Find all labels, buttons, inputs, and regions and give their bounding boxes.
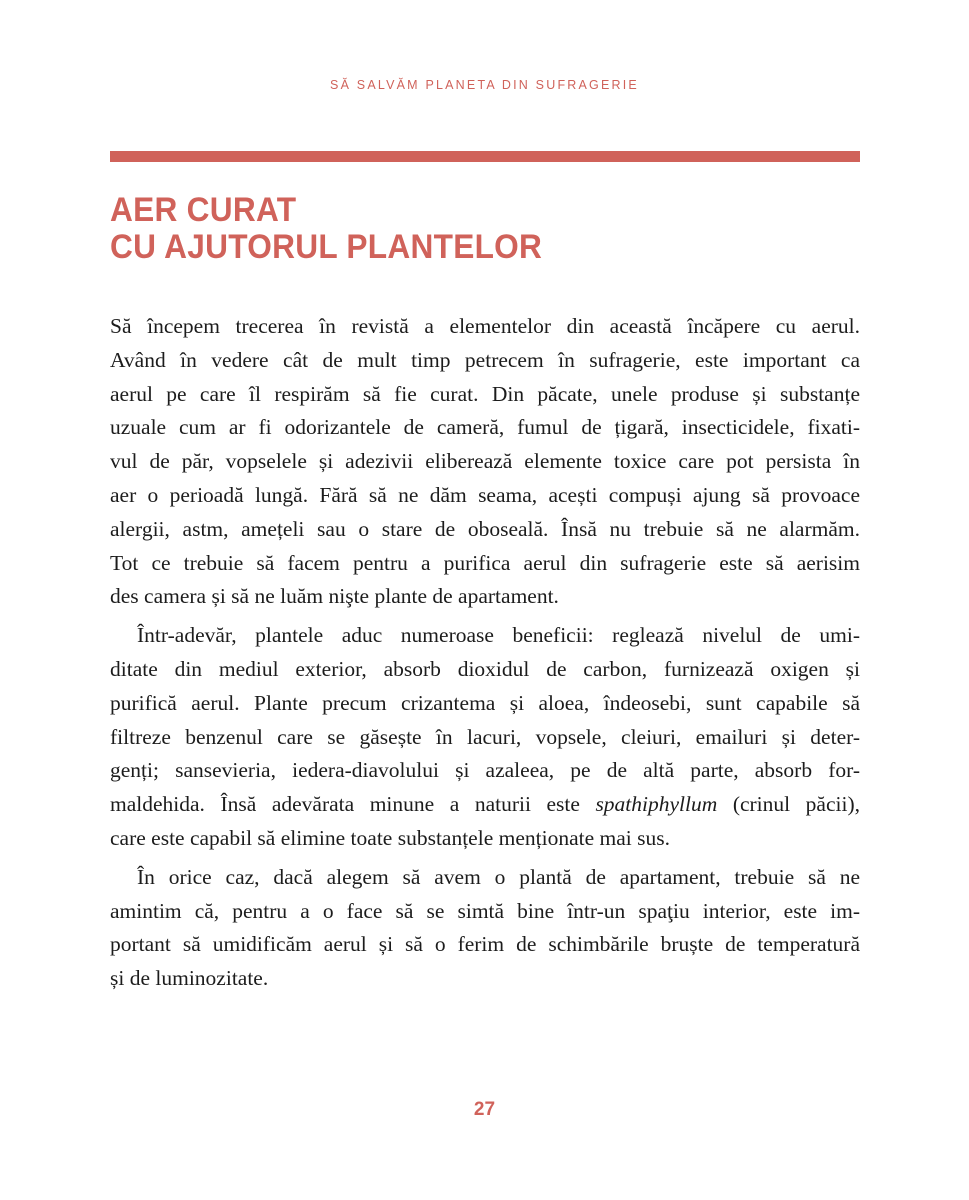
text-line: și de luminozitate. <box>110 966 269 991</box>
text-line: uzuale cum ar fi odorizantele de cameră, fumul de țigară, insecticidele, fixati- <box>110 415 860 440</box>
text-line-with-italic <box>110 788 860 822</box>
text-line: alergii, astm, amețeli sau o stare de oboseală. Însă nu trebuie să ne alarmăm. <box>110 516 860 541</box>
title-line-1: AER CURAT <box>110 191 297 229</box>
text-line: ditate din mediul exterior, absorb dioxidul de carbon, furnizează oxigen și <box>110 656 860 681</box>
text-line: În orice caz, dacă alegem să avem o plantă de apartament, trebuie să ne <box>137 864 860 889</box>
text-line: aerul pe care îl respirăm să fie curat. Din păcate, unele produse și substanțe <box>110 381 860 406</box>
text-segment: (crinul păcii), <box>717 792 860 817</box>
text-line: genți; sansevieria, iedera-diavolului și azaleea, pe de altă parte, absorb for- <box>110 758 860 783</box>
paragraph-1 <box>110 310 860 614</box>
chapter-title <box>110 192 542 266</box>
title-line-2: CU AJUTORUL PLANTELOR <box>110 228 543 266</box>
text-line: Având în vedere cât de mult timp petrecem în sufragerie, este important ca <box>110 347 860 372</box>
text-line: portant să umidificăm aerul și să o ferim de schimbările bruște de temperatură <box>110 932 860 957</box>
text-line: aer o perioadă lungă. Fără să ne dăm seama, acești compuși ajung să provoace <box>110 482 860 507</box>
text-line: des camera și să ne luăm nişte plante de apartament. <box>110 584 559 609</box>
text-segment: maldehida. Însă adevărata minune a naturii este <box>110 792 596 817</box>
text-line: purifică aerul. Plante precum crizantema și aloea, îndeosebi, sunt capabile să <box>110 690 860 715</box>
header-rule <box>110 151 860 162</box>
text-line: amintim că, pentru a o face să se simtă bine într-un spaţiu interior, este im- <box>110 898 860 923</box>
text-line: Să începem trecerea în revistă a elementelor din această încăpere cu aerul. <box>110 314 860 338</box>
text-line: filtreze benzenul care se găsește în lacuri, vopsele, cleiuri, emailuri și deter- <box>110 724 860 749</box>
text-line: Într-adevăr, plantele aduc numeroase beneficii: reglează nivelul de umi- <box>137 623 860 648</box>
italic-term: spathiphyllum <box>595 792 718 817</box>
page-number: 27 <box>473 1099 496 1120</box>
running-head: SĂ SALVĂM PLANETA DIN SUFRAGERIE <box>330 78 639 92</box>
text-line: Tot ce trebuie să facem pentru a purifica aerul din sufragerie este să aerisim <box>110 550 860 575</box>
paragraph-2 <box>110 619 860 856</box>
body-text <box>110 310 860 1001</box>
paragraph-3 <box>110 861 860 996</box>
text-line: care este capabil să elimine toate substanțele menționate mai sus. <box>110 825 670 850</box>
text-line: vul de păr, vopselele și adezivii eliberează elemente toxice care pot persista în <box>110 449 860 474</box>
